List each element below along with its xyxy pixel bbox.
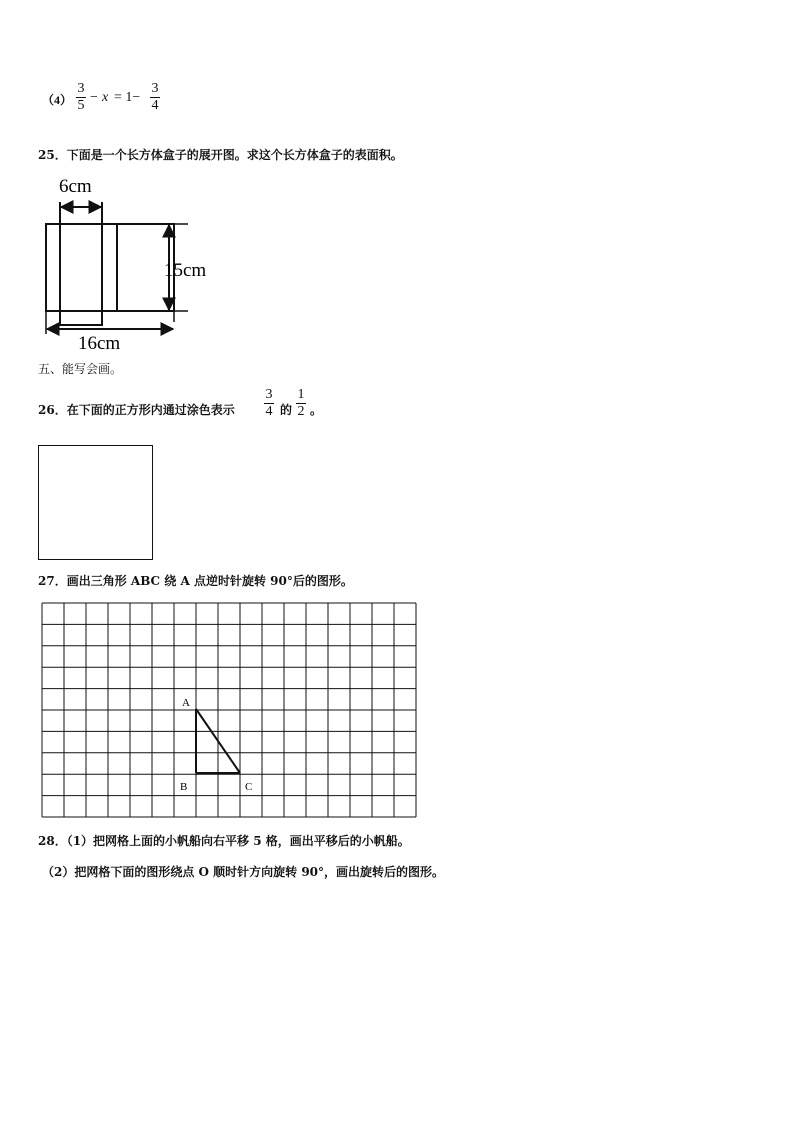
q26-square-canvas[interactable] [38, 445, 153, 560]
q26-suffix: 。 [310, 403, 323, 417]
q26-fraction-1: 3 4 [265, 387, 273, 419]
q28-part1: 28．（1）把网格上面的小帆船向右平移 5 格，画出平移后的小帆船。 [38, 834, 410, 848]
q25-question: 25．下面是一个长方体盒子的展开图。求这个长方体盒子的表面积。 [38, 148, 403, 162]
q27-question: 27．画出三角形 ABC 绕 A 点逆时针旋转 90°后的图形。 [38, 574, 353, 588]
q24-frac2-den: 4 [151, 98, 159, 113]
q24-frac2-num: 3 [151, 81, 159, 96]
box-net-diagram [40, 172, 240, 352]
dim-label-right: 15cm [164, 260, 207, 281]
dim-label-bottom: 16cm [78, 333, 121, 352]
q24-fraction-2 [150, 82, 160, 113]
label-a: A [182, 697, 190, 709]
q26-of: 的 [280, 403, 293, 417]
label-c: C [245, 781, 253, 793]
dim-label-top: 6cm [59, 176, 92, 197]
q26-fraction-2: 1 2 [297, 387, 305, 419]
q24-equals: = 1− [114, 90, 141, 105]
label-b: B [180, 781, 188, 793]
q24-minus: − [90, 90, 98, 105]
q24-frac1-den: 5 [77, 98, 85, 113]
q24-fraction-1 [76, 82, 86, 113]
section-5-title: 五、能写会画。 [38, 362, 123, 376]
q26-line [38, 388, 368, 428]
q27-grid[interactable] [40, 602, 420, 820]
q24-variable: x [102, 90, 109, 105]
q24-frac1-num: 3 [77, 81, 85, 96]
q24-label: （4） [42, 93, 73, 107]
q28-part2: （2）把网格下面的图形绕点 O 顺时针方向旋转 90°，画出旋转后的图形。 [42, 865, 445, 879]
q26-prefix: 26．在下面的正方形内通过涂色表示 [38, 403, 235, 417]
net-outer-rect [46, 224, 174, 311]
q24-equation [42, 82, 242, 118]
